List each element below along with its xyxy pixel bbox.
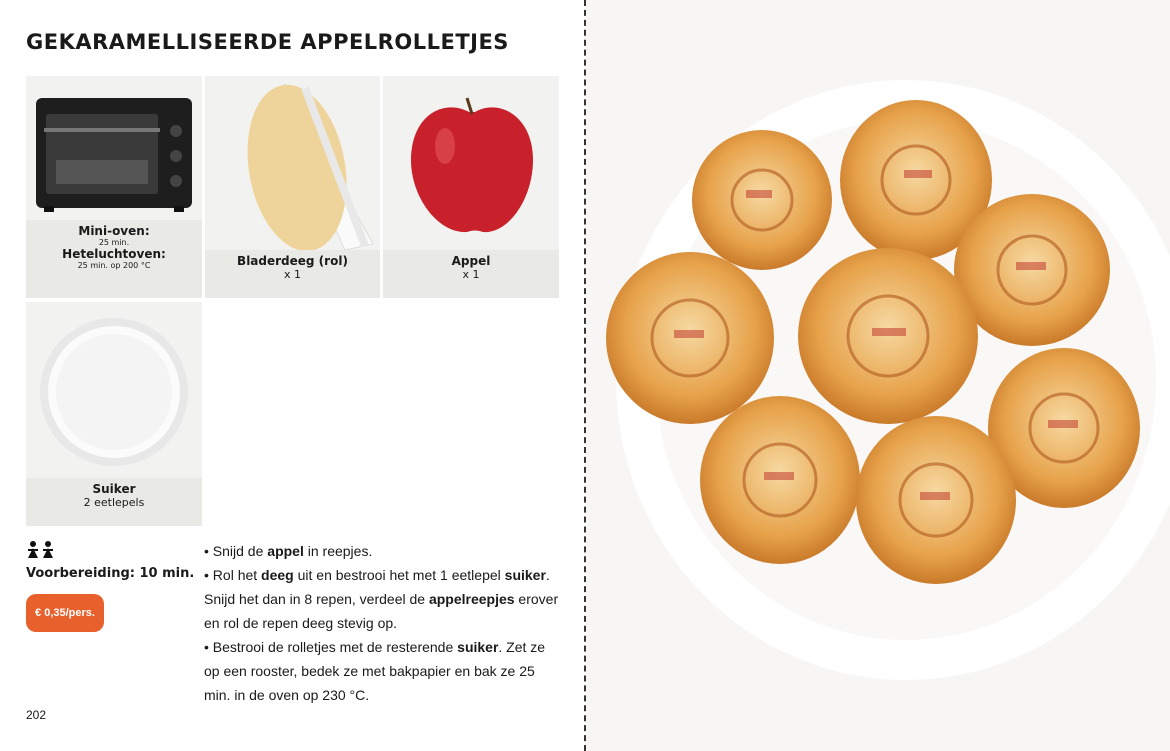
ingredient-oven — [26, 76, 202, 298]
step-2: • Rol het deeg uit en bestrooi het met 1 eetlepel suiker. Snijd het dan in 8 repen, verdeel de appelreepjes erover en rol de repen deeg stevig op. — [204, 567, 559, 631]
recipe-title: GEKARAMELLISEERDE APPELROLLETJES — [26, 30, 509, 54]
sugar-qty: 2 eetlepels — [83, 496, 145, 509]
sugar-bowl-icon — [26, 302, 202, 482]
oven-label-mini: Mini-oven: — [78, 224, 150, 238]
recipe-page — [0, 0, 584, 751]
dough-name: Bladerdeeg (rol) — [237, 254, 348, 268]
mini-oven-icon — [26, 76, 202, 226]
dish-photo — [586, 0, 1170, 751]
dough-qty: x 1 — [283, 268, 301, 281]
ingredient-sugar — [26, 302, 202, 526]
recipe-steps — [204, 539, 564, 707]
sugar-name: Suiker — [92, 482, 136, 496]
puff-pastry-roll-icon — [205, 76, 380, 254]
apple-name: Appel — [451, 254, 491, 268]
apple-qty: x 1 — [462, 268, 480, 281]
apple-icon — [383, 76, 559, 254]
ingredient-dough — [205, 76, 380, 298]
step-1: • Snijd de appel in reepjes. — [204, 543, 373, 559]
oven-time-hot: 25 min. op 200 °C — [77, 261, 151, 270]
ingredient-apple — [383, 76, 559, 298]
two-persons-icon — [26, 540, 58, 563]
price-badge: € 0,35/pers. — [26, 594, 104, 632]
apple-rolls-plate-image — [586, 0, 1170, 751]
oven-label-hot: Heteluchtoven: — [62, 247, 166, 261]
oven-time-mini: 25 min. — [98, 238, 130, 247]
page-number: 202 — [26, 708, 47, 722]
prep-time: Voorbereiding: 10 min. — [26, 566, 195, 581]
step-3: • Bestrooi de rolletjes met de resterende suiker. Zet ze op een rooster, bedek ze met bakpapier en bak ze 25 min. in de oven op 230 °C. — [204, 639, 546, 703]
